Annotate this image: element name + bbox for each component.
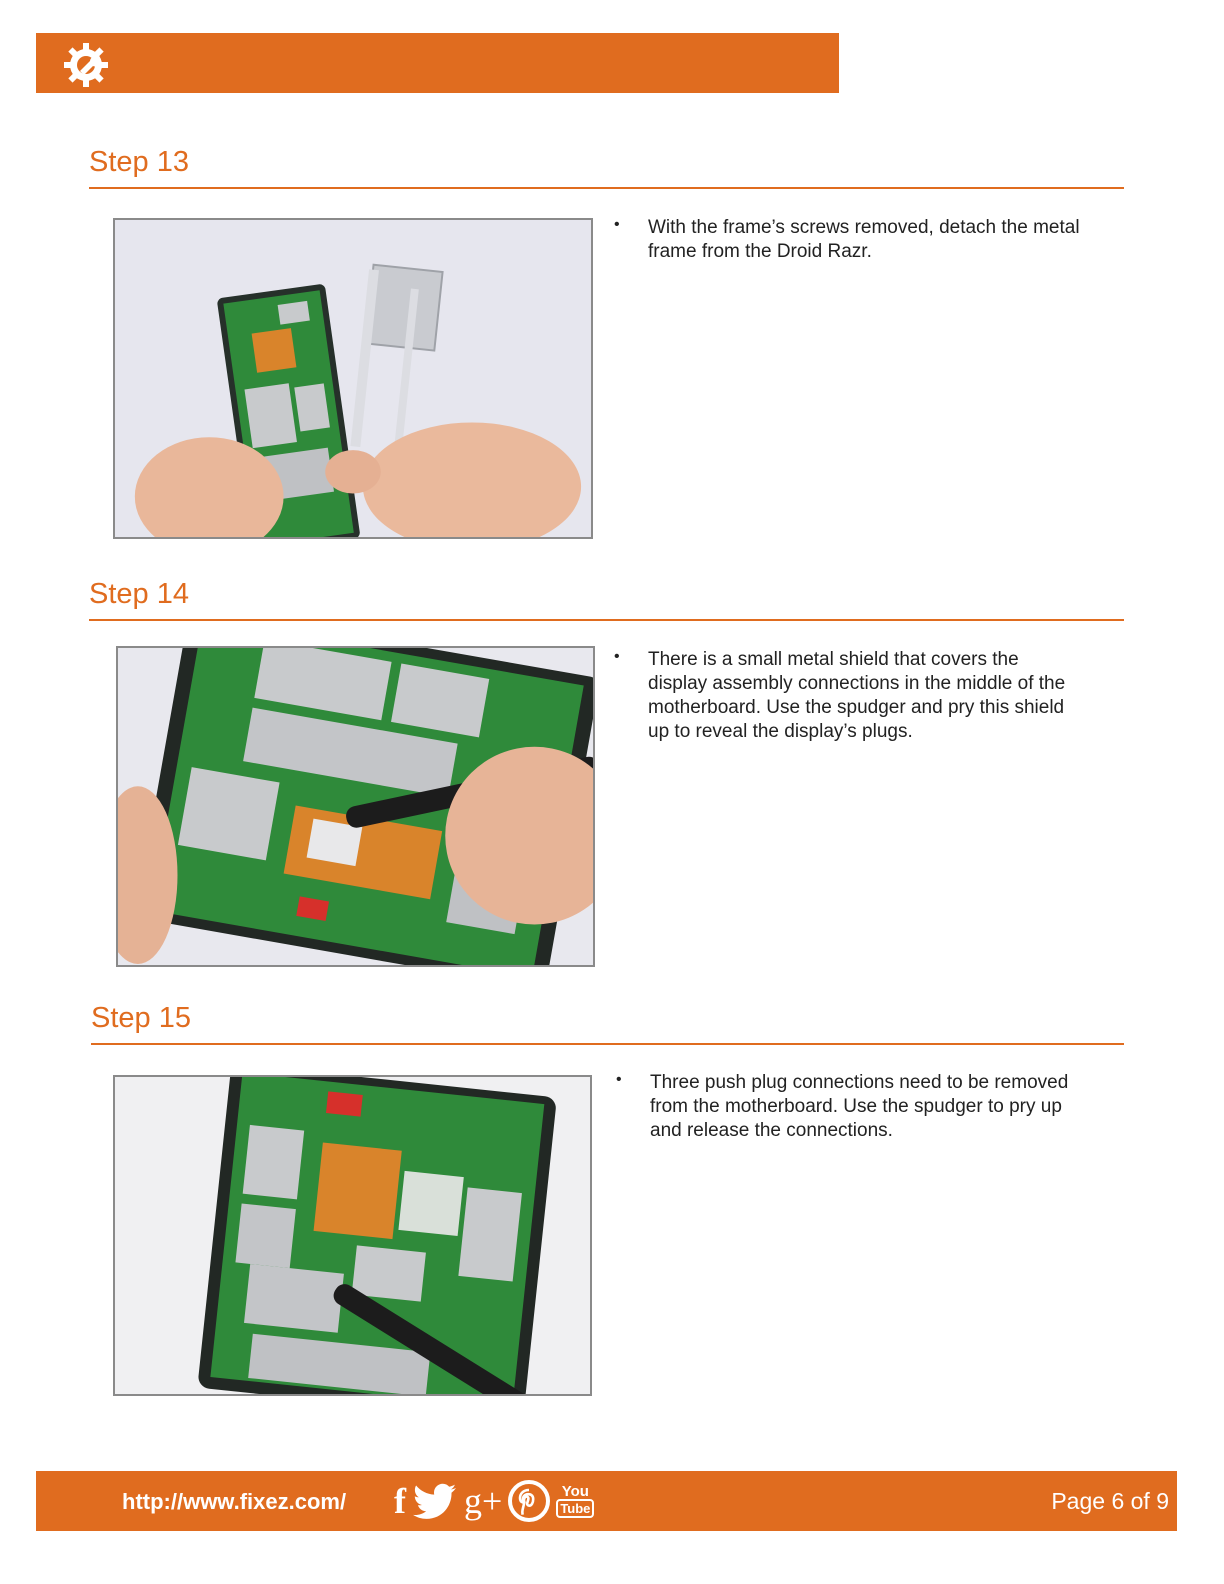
gear-wrench-icon — [60, 39, 112, 91]
step-14-title: Step 14 — [89, 578, 189, 610]
step-13-title: Step 13 — [89, 146, 189, 178]
text-line: motherboard. Use the spudger and pry this shield — [648, 697, 1065, 718]
website-link[interactable]: http://www.fixez.com/ — [122, 1489, 347, 1514]
text-line: and release the connections. — [650, 1120, 893, 1141]
step-15-rule — [91, 1043, 1124, 1045]
text-line: With the frame’s screws removed, detach the metal — [648, 217, 1080, 238]
step-15-text — [616, 1071, 1120, 1143]
step-13-rule — [89, 187, 1124, 189]
step-13-text — [614, 216, 1118, 264]
step-14-photo — [116, 646, 595, 967]
bullet-marker: • — [614, 216, 620, 233]
googleplus-icon[interactable]: g+ — [464, 1481, 503, 1521]
social-icons — [394, 1479, 594, 1523]
youtube-label-bottom: Tube — [556, 1499, 594, 1518]
footer-bar — [36, 1471, 1177, 1531]
text-line: up to reveal the display’s plugs. — [648, 721, 913, 742]
facebook-icon[interactable]: f — [394, 1481, 406, 1521]
pinterest-icon[interactable] — [508, 1480, 550, 1522]
bullet-marker: • — [614, 648, 620, 665]
text-line: from the motherboard. Use the spudger to pry up — [650, 1096, 1062, 1117]
text-line: display assembly connections in the middle of the — [648, 673, 1066, 694]
twitter-icon[interactable] — [412, 1483, 458, 1519]
step-14-text — [614, 648, 1118, 744]
text-line: Three push plug connections need to be removed — [650, 1072, 1069, 1093]
bullet-marker: • — [616, 1071, 622, 1088]
youtube-label-top: You — [561, 1483, 589, 1500]
youtube-icon[interactable] — [556, 1484, 594, 1518]
header-bar — [36, 33, 839, 93]
page-number: Page 6 of 9 — [1051, 1488, 1169, 1514]
step-15-photo — [113, 1075, 592, 1396]
text-line: frame from the Droid Razr. — [648, 241, 872, 262]
step-14-rule — [89, 619, 1124, 621]
step-15-title: Step 15 — [91, 1002, 191, 1034]
step-13-photo — [113, 218, 593, 539]
text-line: There is a small metal shield that covers the — [648, 649, 1019, 670]
